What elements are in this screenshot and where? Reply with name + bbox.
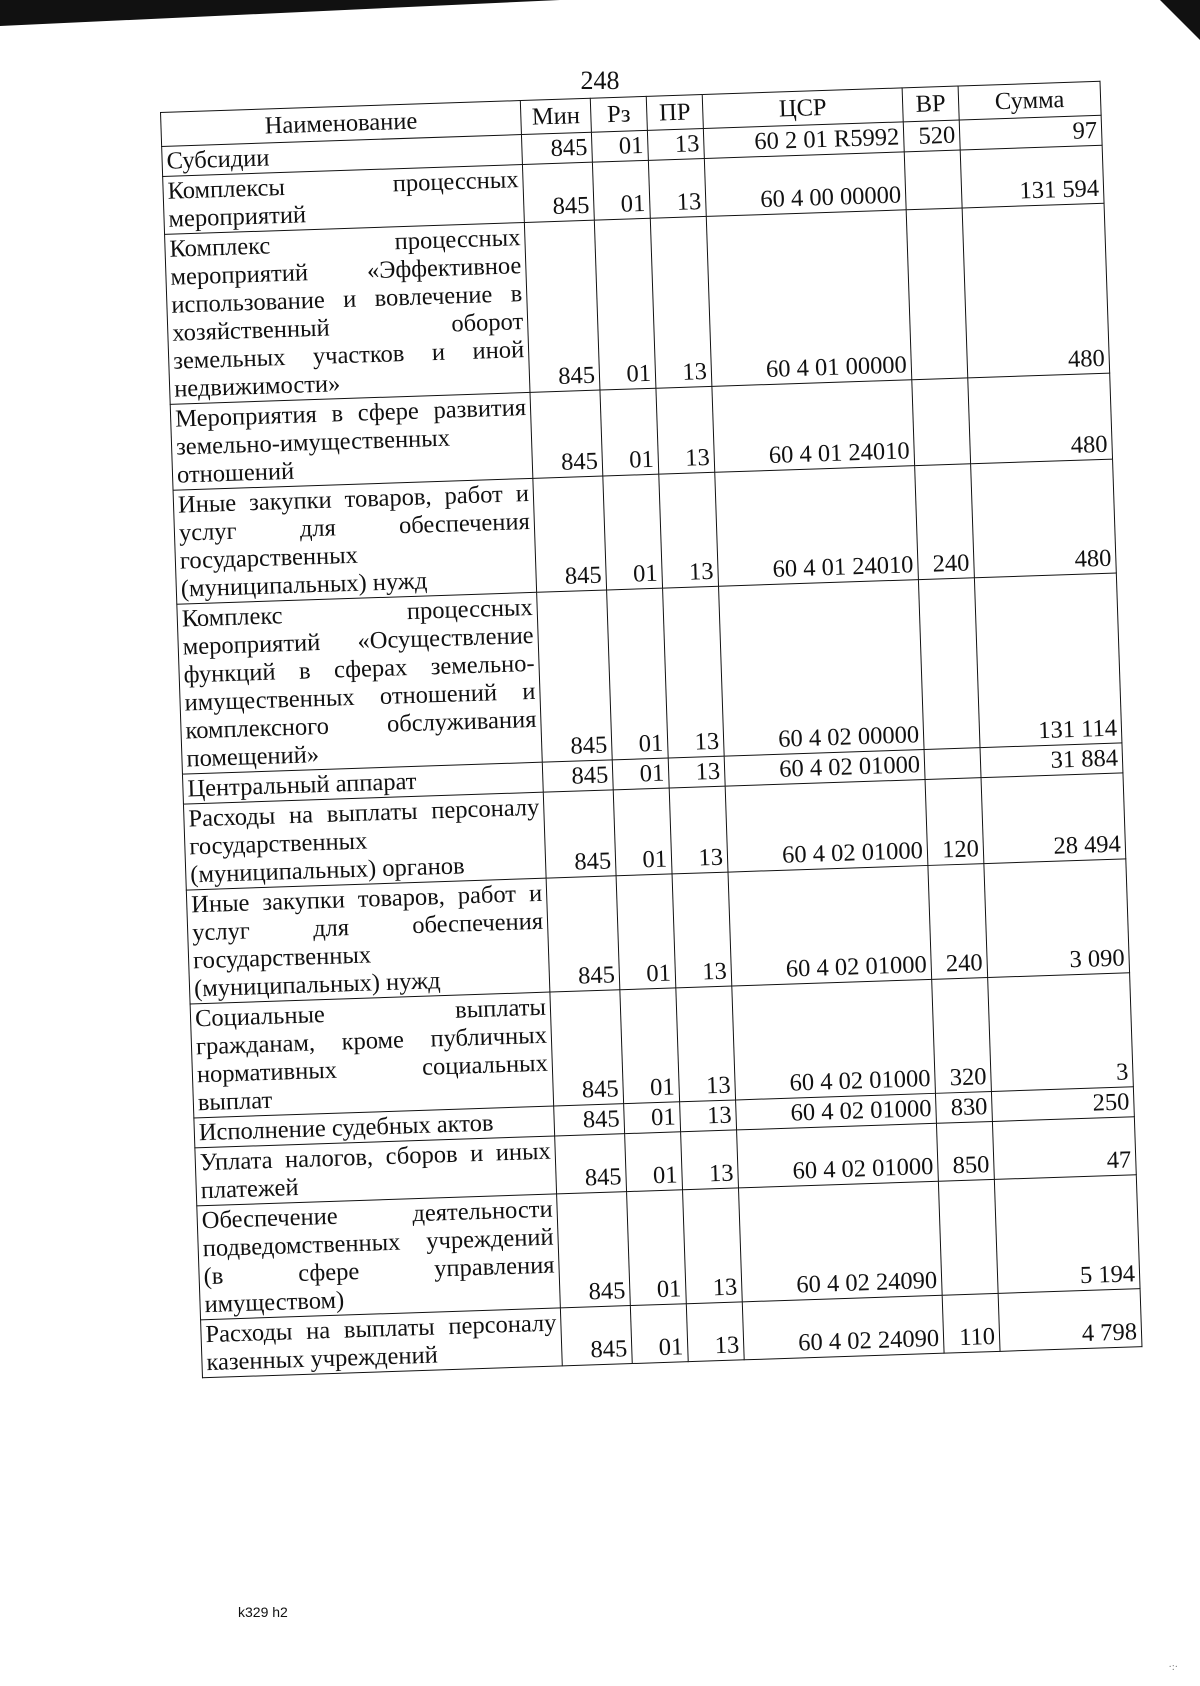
cell-pr: 13 [648, 158, 706, 218]
cell-rz: 01 [616, 874, 676, 990]
cell-csr: 60 4 02 01000 [728, 865, 932, 986]
cell-csr: 60 4 02 01000 [724, 750, 925, 787]
header-csr: ЦСР [702, 88, 903, 129]
cell-vr [938, 1179, 998, 1295]
cell-csr: 60 4 02 01000 [736, 1093, 937, 1130]
cell-pr: 13 [680, 1100, 737, 1132]
cell-pr: 13 [683, 1188, 743, 1304]
cell-name: Уплата налогов, сборов и иных платежей [195, 1136, 557, 1206]
cell-min: 845 [542, 760, 613, 792]
cell-pr: 13 [668, 756, 725, 788]
cell-vr: 520 [903, 120, 960, 152]
cell-min: 845 [537, 590, 613, 762]
cell-name: Комплекс процессных мероприятий «Эффективное использование и вовлечение в хозяйственный оборот земельных участков и иной недвижимости» [165, 222, 530, 404]
cell-pr: 13 [686, 1302, 744, 1362]
cell-vr: 110 [942, 1293, 1000, 1353]
cell-csr: 60 4 01 00000 [706, 210, 912, 387]
cell-min: 845 [530, 390, 603, 478]
cell-vr [918, 578, 980, 750]
scan-speck: ·:· [1168, 1662, 1178, 1673]
cell-rz: 01 [612, 758, 669, 790]
cell-sum: 250 [991, 1087, 1134, 1122]
cell-vr: 240 [928, 864, 988, 980]
cell-name: Иные закупки товаров, работ и услуг для обеспечения государственных (муниципальных) нужд [186, 878, 550, 1004]
cell-csr: 60 4 01 24010 [715, 466, 919, 587]
header-name: Наименование [161, 101, 522, 147]
cell-sum: 480 [968, 373, 1113, 464]
cell-pr: 13 [676, 986, 736, 1102]
cell-name: Комплексы процессных мероприятий [163, 165, 525, 235]
cell-vr [906, 208, 968, 380]
cell-sum: 131 114 [974, 573, 1122, 748]
cell-rz: 01 [591, 130, 648, 162]
cell-csr: 60 4 01 24010 [712, 380, 915, 473]
cell-vr [904, 150, 962, 210]
cell-name: Социальные выплаты гражданам, кроме публичных нормативных социальных выплат [190, 992, 554, 1118]
cell-name: Субсидии [162, 135, 523, 177]
cell-min: 845 [546, 876, 620, 992]
cell-vr [912, 378, 971, 466]
cell-vr: 830 [935, 1091, 992, 1123]
cell-rz: 01 [625, 1132, 683, 1192]
cell-csr: 60 4 02 01000 [737, 1123, 939, 1188]
cell-rz: 01 [603, 474, 663, 590]
cell-min: 845 [554, 1104, 625, 1136]
cell-csr: 60 4 02 00000 [719, 580, 925, 757]
cell-min: 845 [521, 132, 592, 164]
cell-rz: 01 [630, 1304, 688, 1364]
budget-table [160, 81, 1142, 1379]
cell-name: Центральный аппарат [182, 762, 543, 804]
cell-pr: 13 [681, 1130, 739, 1190]
cell-sum: 480 [962, 203, 1110, 378]
cell-vr: 320 [932, 978, 992, 1094]
cell-rz: 01 [620, 988, 680, 1104]
cell-pr: 13 [650, 216, 712, 388]
cell-pr: 13 [647, 128, 704, 160]
cell-name: Иные закупки товаров, работ и услуг для обеспечения государственных (муниципальных) нужд [173, 478, 537, 604]
cell-rz: 01 [594, 218, 656, 390]
cell-min: 845 [557, 1192, 631, 1308]
cell-rz: 01 [607, 588, 669, 760]
cell-name: Обеспечение деятельности подведомственных учреждений (в сфере управления имуществом) [197, 1194, 561, 1320]
cell-name: Мероприятия в сфере развития земельно-имущественных отношений [170, 392, 533, 490]
cell-sum: 97 [959, 115, 1102, 150]
cell-vr: 850 [936, 1121, 994, 1181]
cell-min: 845 [522, 162, 594, 222]
cell-csr: 60 4 02 24090 [742, 1295, 944, 1360]
cell-sum: 28 494 [981, 773, 1126, 864]
cell-min: 845 [524, 220, 600, 392]
header-pr: ПР [646, 95, 703, 131]
cell-name: Расходы на выплаты персоналу государственных (муниципальных) органов [183, 792, 546, 890]
cell-pr: 13 [672, 872, 732, 988]
cell-pr: 13 [669, 786, 728, 874]
cell-sum: 5 194 [994, 1175, 1140, 1294]
header-vr: ВР [902, 86, 959, 122]
cell-csr: 60 4 02 01000 [732, 979, 936, 1100]
cell-rz: 01 [600, 388, 659, 476]
cell-sum: 3 090 [984, 859, 1130, 978]
cell-sum: 480 [971, 459, 1117, 578]
cell-min: 845 [543, 790, 616, 878]
cell-pr: 13 [656, 386, 715, 474]
cell-csr: 60 4 02 01000 [725, 780, 928, 873]
cell-name: Комплекс процессных мероприятий «Осуществление функций в сферах земельно-имущественных отношений и комплексного обслуживания помещений» [177, 592, 542, 774]
cell-rz: 01 [624, 1102, 681, 1134]
cell-sum: 3 [988, 973, 1134, 1092]
cell-pr: 13 [659, 472, 719, 588]
cell-vr: 120 [925, 778, 984, 866]
table-row [177, 573, 1122, 774]
cell-name: Расходы на выплаты персоналу казенных учреждений [201, 1308, 563, 1378]
cell-sum: 4 798 [998, 1289, 1142, 1352]
cell-min: 845 [533, 476, 607, 592]
cell-pr: 13 [663, 586, 725, 758]
table-row [165, 203, 1110, 404]
cell-vr: 240 [915, 464, 975, 580]
cell-name: Исполнение судебных актов [194, 1106, 555, 1148]
cell-csr: 60 4 02 24090 [738, 1181, 942, 1302]
header-min: Мин [520, 98, 591, 134]
budget-sheet [160, 81, 1141, 1378]
cell-csr: 60 2 01 R5992 [703, 122, 904, 159]
page-number: 248 [580, 66, 620, 95]
cell-rz: 01 [592, 160, 650, 220]
header-sum: Сумма [958, 81, 1101, 120]
cell-sum: 31 884 [980, 743, 1123, 778]
cell-vr [924, 748, 981, 780]
cell-min: 845 [560, 1306, 632, 1366]
cell-min: 845 [550, 990, 624, 1106]
cell-rz: 01 [627, 1190, 687, 1306]
cell-rz: 01 [613, 788, 672, 876]
header-rz: Рз [590, 96, 647, 132]
scan-shadow-top-left [0, 0, 560, 26]
cell-sum: 131 594 [960, 145, 1104, 208]
cell-sum: 47 [992, 1117, 1136, 1180]
cell-csr: 60 4 00 00000 [704, 152, 906, 217]
footer-code: k329 h2 [238, 1604, 288, 1620]
cell-min: 845 [555, 1134, 627, 1194]
scan-shadow-top-right [1160, 0, 1200, 40]
